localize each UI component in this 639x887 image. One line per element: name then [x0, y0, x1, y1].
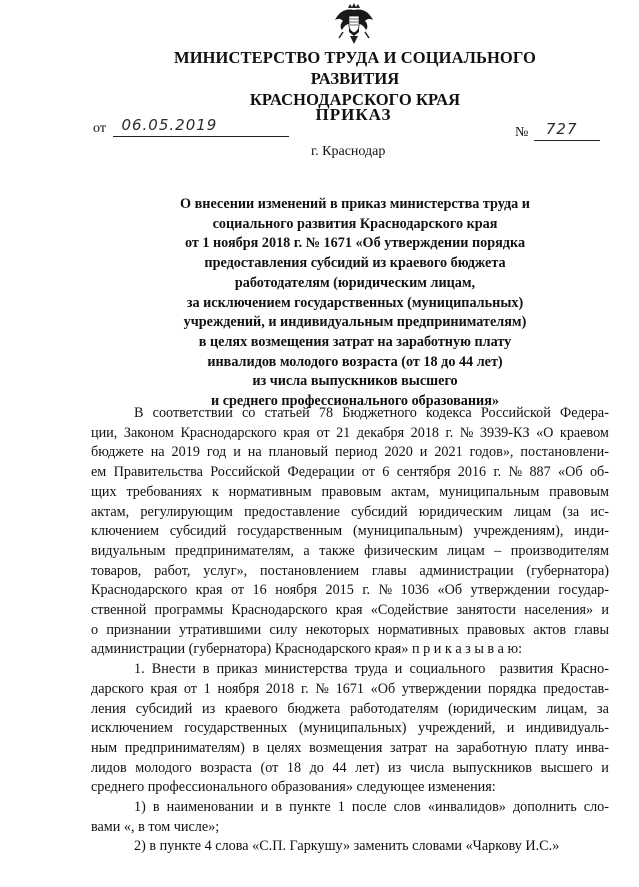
body-line: щих требованиях к нормативным правовым актам, муниципальным правовым: [91, 483, 609, 500]
body-line: исключением государственных (муниципальных) учреждений, и индивидуаль-: [91, 720, 609, 737]
subject-line: и среднего профессионального образования»: [211, 393, 499, 410]
body-line: среднего профессионального образования» следующее изменения:: [91, 779, 496, 796]
date-field: [113, 118, 289, 137]
date-value: 06.05.2019: [121, 116, 218, 134]
body-line: товаров, работ, услуг», постановлением главы администрации (губернатора): [91, 562, 609, 579]
subject-line: О внесении изменений в приказ министерства труда и: [180, 196, 530, 212]
order-date: [93, 118, 289, 137]
subject-line: инвалидов молодого возраста (от 18 до 44 лет): [207, 353, 503, 370]
subject-line: работодателям (юридическим лицам,: [234, 274, 476, 291]
order-number: [515, 122, 600, 141]
body-line: видуальным предпринимателям, а также физическим лицам – производителям: [91, 542, 609, 559]
body-line: ным предпринимателям) в целях возмещения затрат на заработную плату инва-: [91, 739, 609, 756]
body-line: о признании утратившими силу некоторых нормативных правовых актов главы: [91, 621, 609, 638]
body-line: дарского края от 1 ноября 2018 г. № 1671 «Об утверждении порядка предостав-: [91, 680, 609, 697]
body-line: лидов молодого возраста (от 18 до 44 лет) из числа выпускников высшего и: [91, 759, 609, 776]
number-prefix: №: [515, 125, 529, 140]
ministry-name: [140, 47, 570, 110]
body-line: ственной программы Краснодарского края «Содействие занятости населения» и: [91, 602, 609, 619]
subject-line: из числа выпускников высшего: [252, 373, 458, 390]
subject-line: за исключением государственных (муниципальных): [186, 294, 524, 311]
body-line: 1. Внести в приказ министерства труда и социального развития Красно-: [134, 661, 609, 678]
body-line: Краснодарского края от 16 ноября 2015 г. № 1036 «Об утверждении государ-: [91, 582, 609, 599]
body-line: вами «, в том числе»;: [91, 818, 220, 835]
body-line: 1) в наименовании и в пункте 1 после слов «инвалидов» дополнить сло-: [134, 799, 609, 816]
body-line: актам, регулирующим предоставление субсидий юридическим лицам (за ис-: [91, 503, 609, 520]
date-prefix: от: [93, 121, 106, 136]
body-line: ем Правительства Российской Федерации от 6 сентября 2016 г. № 887 «Об об-: [91, 464, 609, 481]
body-line: бюджете на 2019 год и на плановый период 2020 и 2021 годов», постановлени-: [91, 444, 609, 461]
ministry-line: КРАСНОДАРСКОГО КРАЯ: [249, 90, 461, 109]
body-line: 2) в пункте 4 слова «С.П. Гаркушу» заменить словами «Чаркову И.С.»: [134, 838, 560, 855]
city: г. Краснодар: [311, 144, 386, 159]
body-line: ции, Законом Краснодарского края от 21 декабря 2018 г. № 3939-КЗ «О краевом: [91, 424, 609, 441]
body-line: В соответствии со статьей 78 Бюджетного кодекса Российской Федера-: [134, 405, 609, 421]
body-line: администрации (губернатора) Краснодарского края» п р и к а з ы в а ю:: [91, 641, 523, 658]
body-line: ключением субсидий государственным (муниципальным) учреждениям), инди-: [91, 523, 609, 540]
ministry-line: МИНИСТЕРСТВО ТРУДА И СОЦИАЛЬНОГО РАЗВИТИЯ: [174, 48, 536, 88]
number-value: 727: [545, 120, 578, 138]
subject-line: в целях возмещения затрат на заработную плату: [198, 333, 512, 350]
number-field: [534, 122, 600, 141]
subject-line: социального развития Краснодарского края: [212, 215, 498, 232]
subject-line: от 1 ноября 2018 г. № 1671 «Об утверждении порядка: [184, 235, 526, 252]
coat-of-arms-icon: [331, 2, 377, 46]
order-subject: [140, 195, 570, 412]
order-title: ПРИКАЗ: [315, 105, 392, 124]
order-body: [91, 404, 609, 857]
subject-line: предоставления субсидий из краевого бюджета: [204, 255, 506, 272]
body-line: ления субсидий из краевого бюджета работодателям (юридическим лицам, за: [91, 700, 609, 717]
subject-line: учреждений, и индивидуальным предпринимателям): [183, 314, 527, 331]
